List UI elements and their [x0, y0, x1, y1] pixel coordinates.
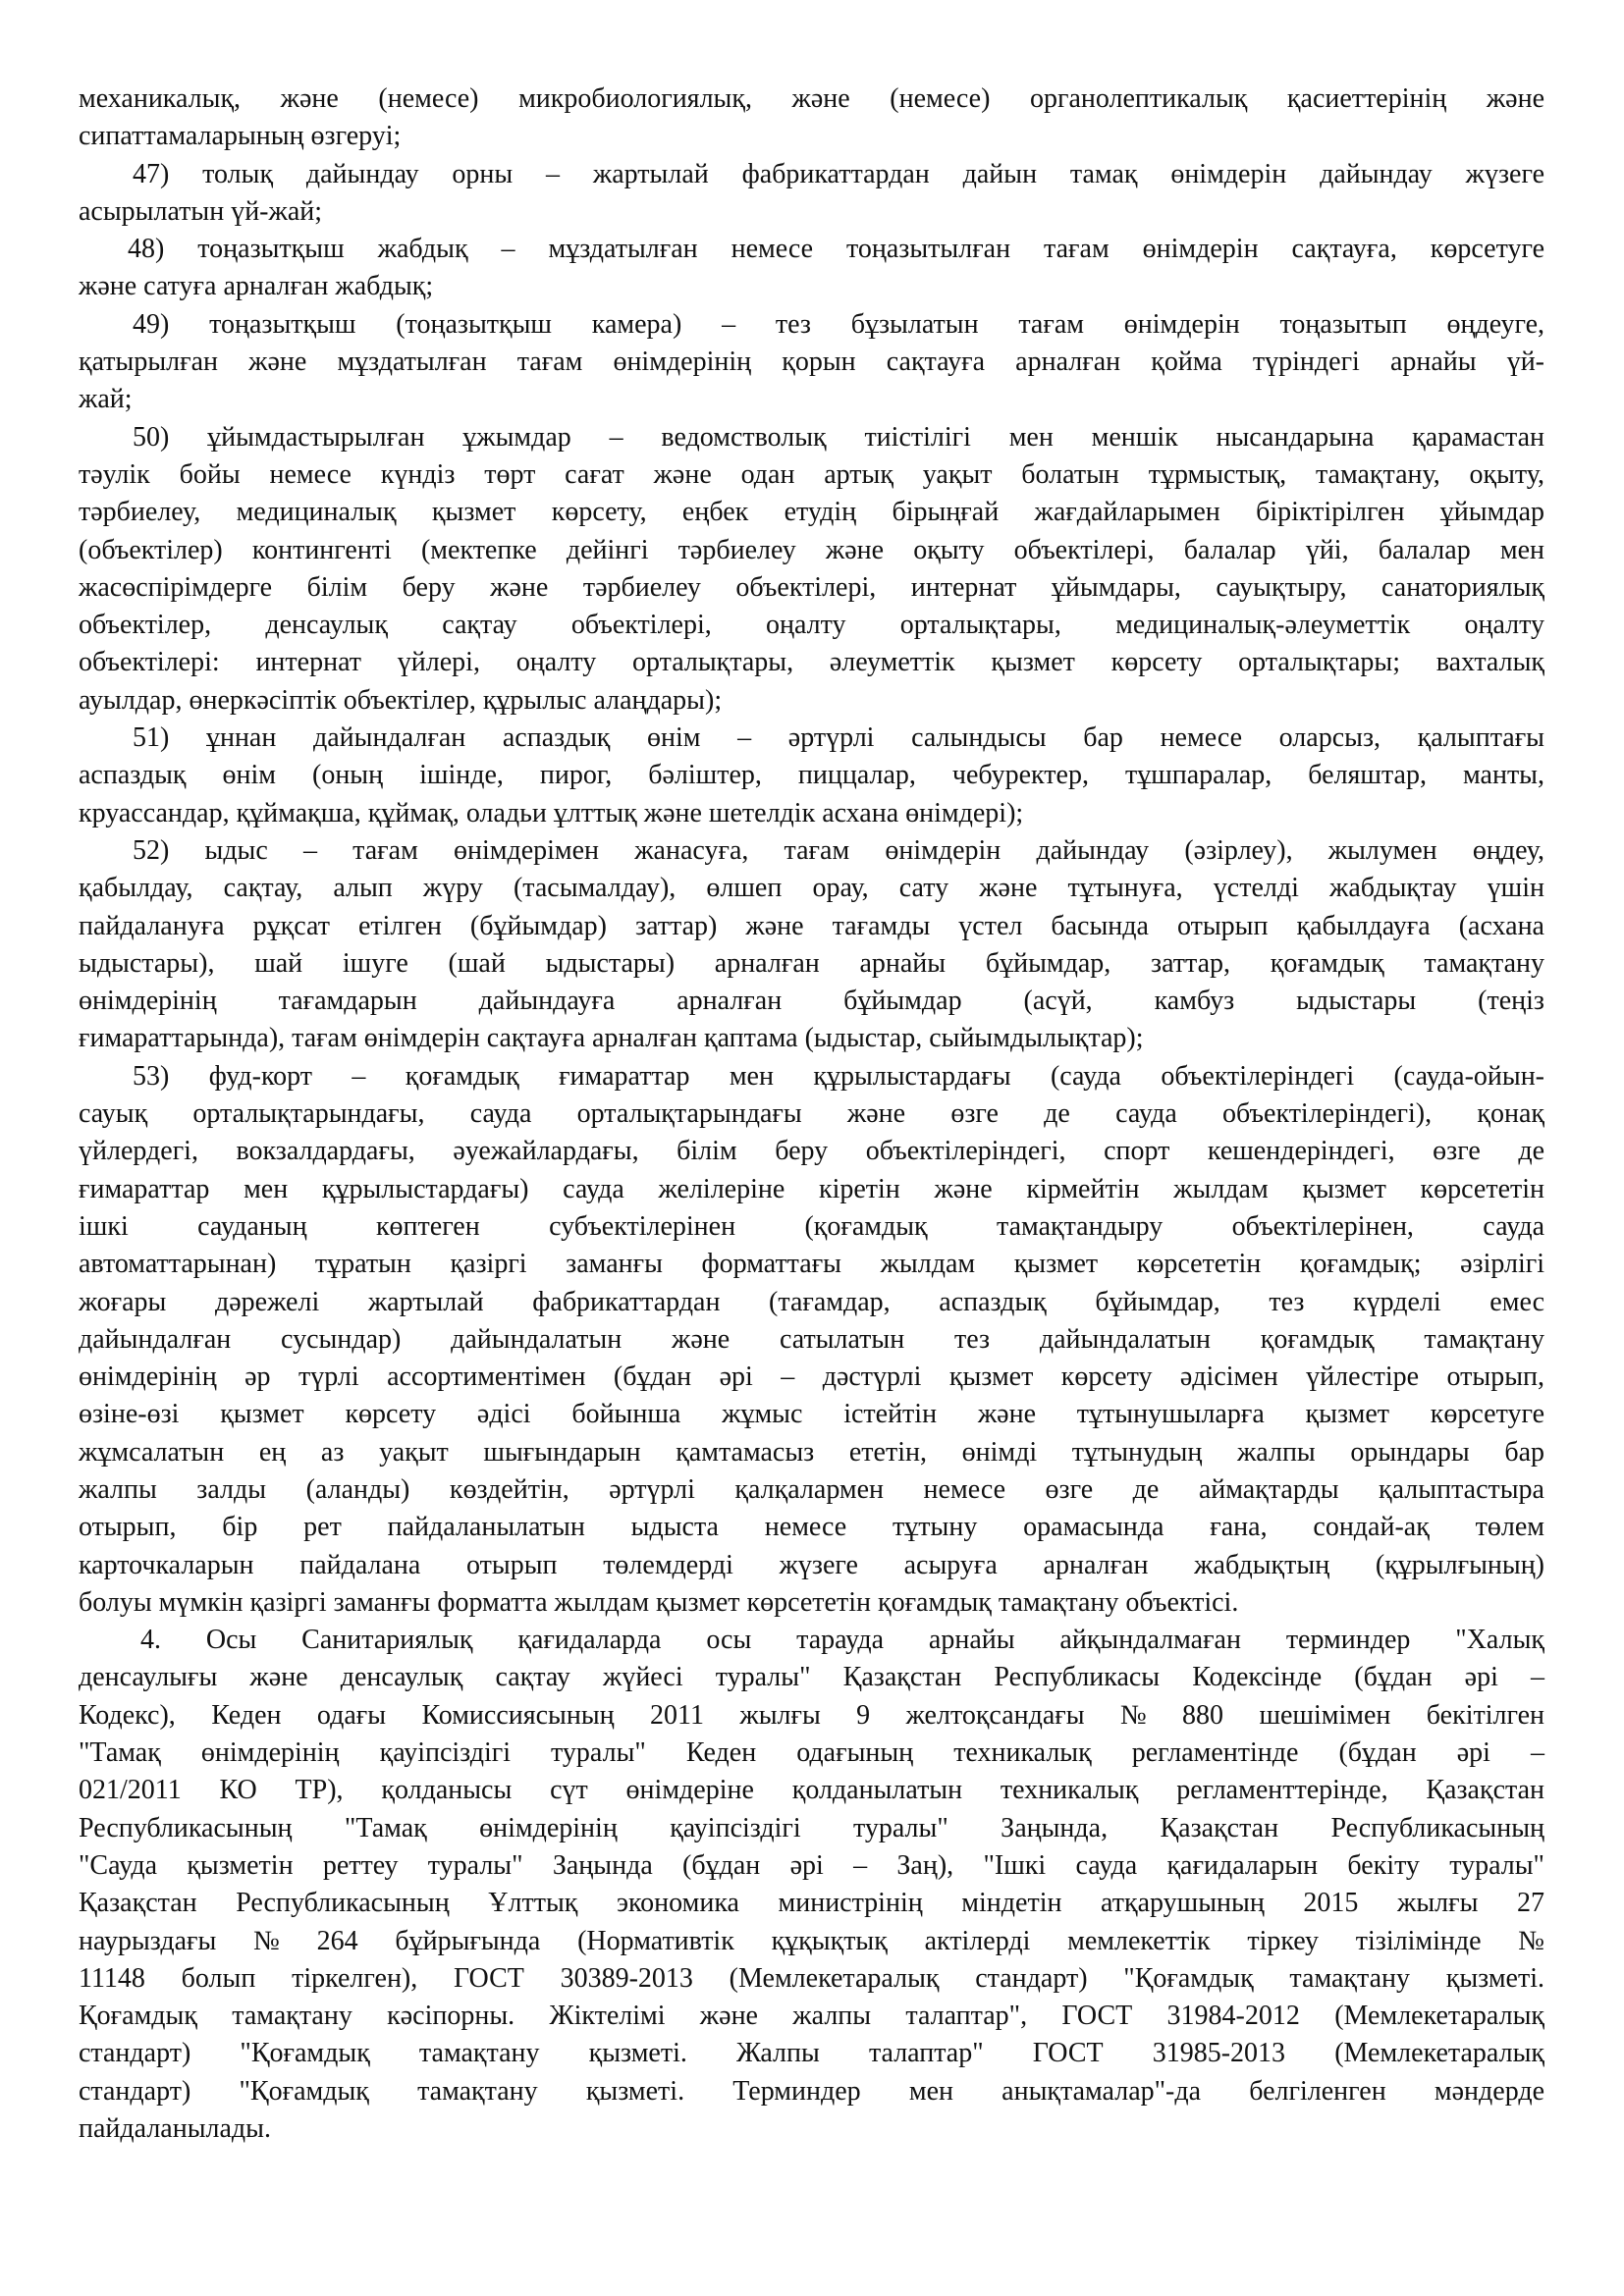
text-line [79, 1208, 1544, 1246]
text-line [79, 494, 1544, 531]
text-line-content: "Тамақ өнімдерінің қауіпсіздігі туралы" Кеден одағының техникалық регламентінде (бұдан әрі – [79, 1737, 1544, 1769]
text-line [79, 1434, 1544, 1471]
text-line-content: ауылдар, өнеркәсіптік объектілер, құрылыс алаңдары); [79, 684, 723, 716]
paragraph-item-47 [79, 156, 1544, 232]
text-line [79, 344, 1544, 381]
text-line-content: Қазақстан Республикасының Ұлттық экономика министрінің міндетін атқарушының 2015 жылғы 27 [79, 1888, 1544, 1919]
text-line [79, 1772, 1544, 1809]
text-line [79, 644, 1544, 681]
text-line-content: 021/2011 КО ТР), қолданысы сүт өнімдеріне қолданылатын техникалық регламенттерінде, Қазақстан [79, 1775, 1544, 1806]
text-line [79, 1246, 1544, 1283]
text-line-content: ыдыстары), шай ішуге (шай ыдыстары) арналған арнайы бұйымдар, заттар, қоғамдық тамақтану [79, 947, 1544, 979]
text-line-content: денсаулығы және денсаулық сақтау жүйесі туралы" Қазақстан Республикасы Кодексінде (бұдан әрі – [79, 1662, 1544, 1693]
text-line [79, 983, 1544, 1020]
text-line [79, 1321, 1544, 1359]
text-line [79, 1284, 1544, 1321]
text-line [79, 118, 1544, 155]
paragraph-item-49 [79, 306, 1544, 419]
text-line-content: болуы мүмкін қазіргі заманғы форматта жылдам қызмет көрсететін қоғамдық тамақтану объектісі. [79, 1586, 1239, 1618]
text-line-content: Республикасының "Тамақ өнімдерінің қауіпсіздігі туралы" Заңында, Қазақстан Республикасының [79, 1812, 1544, 1843]
text-line-content: 49) тоңазытқыш (тоңазытқыш камера) – тез бұзылатын тағам өнімдерін тоңазытып өңдеуге, [133, 308, 1544, 340]
document-page [79, 80, 1544, 2148]
text-line [79, 682, 1544, 720]
paragraph-item-51 [79, 720, 1544, 832]
text-line [79, 2073, 1544, 2110]
text-line [79, 1509, 1544, 1546]
text-line [79, 607, 1544, 644]
paragraph-clause-4 [79, 1622, 1544, 2148]
text-line-content: сауық орталықтарындағы, сауда орталықтарындағы және өзге де сауда объектілеріндегі), қонақ [79, 1098, 1544, 1130]
paragraph-item-48 [79, 231, 1544, 306]
text-line-content: өнімдерінің әр түрлі ассортиментімен (бұдан әрі – дәстүрлі қызмет көрсету әдісімен үйлестіре отырып, [79, 1362, 1544, 1393]
text-line [79, 1095, 1544, 1133]
text-line [79, 532, 1544, 569]
text-line-content: 4. Осы Санитариялық қағидаларда осы тарауда арнайы айқындалмаған терминдер "Халық [140, 1625, 1544, 1656]
text-line-content: Қоғамдық тамақтану кәсіпорны. Жіктелімі және жалпы талаптар", ГОСТ 31984-2012 (Мемлекетаралық [79, 2001, 1544, 2032]
text-line-content: үйлердегі, вокзалдардағы, әуежайлардағы, білім беру объектілеріндегі, спорт кешендеріндегі, өзге де [79, 1136, 1544, 1167]
text-line [79, 231, 1544, 268]
text-line [79, 1471, 1544, 1509]
text-line [79, 1622, 1544, 1659]
text-line [79, 870, 1544, 907]
text-line-content: 48) тоңазытқыш жабдық – мұздатылған немесе тоңазытылған тағам өнімдерін сақтауға, көрсетуге [128, 234, 1544, 265]
text-line-content: механикалық, және (немесе) микробиологиялық, және (немесе) органолептикалық қасиеттерінің және [79, 83, 1544, 114]
text-line-content: асырылатын үй-жай; [79, 195, 323, 227]
text-line-content: өзіне-өзі қызмет көрсету әдісі бойынша жұмыс істейтін және тұтынушыларға қызмет көрсетуге [79, 1399, 1544, 1430]
text-line-content: стандарт) "Қоғамдық тамақтану қызметі. Жалпы талаптар" ГОСТ 31985-2013 (Мемлекетаралық [79, 2038, 1544, 2069]
text-line-content: ғимараттарында), тағам өнімдерін сақтауға арналған қаптама (ыдыстар, сыйымдылықтар); [79, 1023, 1144, 1054]
paragraph-continuation [79, 80, 1544, 156]
text-line [79, 193, 1544, 231]
text-line [79, 720, 1544, 757]
text-line-content: қабылдау, сақтау, алып жүру (тасымалдау), өлшеп орау, сату және тұтынуға, үстелді жабдықтау үшін [79, 873, 1544, 904]
text-line [79, 1584, 1544, 1622]
text-line [79, 2035, 1544, 2072]
paragraph-item-52 [79, 832, 1544, 1058]
text-line-content: тәрбиелеу, медициналық қызмет көрсету, еңбек етудің бірыңғай жағдайларымен біріктірілген ұйымдар [79, 497, 1544, 528]
text-line [79, 1171, 1544, 1208]
text-line [79, 156, 1544, 193]
text-line [79, 1847, 1544, 1885]
text-line-content: отырып, бір рет пайдаланылатын ыдыста немесе тұтыну орамасында ғана, сондай-ақ төлем [79, 1512, 1544, 1543]
text-line-content: 11148 болып тіркелген), ГОСТ 30389-2013 (Мемлекетаралық стандарт) "Қоғамдық тамақтану қызметі. [79, 1962, 1544, 1994]
text-line [79, 1810, 1544, 1847]
text-line [79, 908, 1544, 945]
text-line-content: стандарт) "Қоғамдық тамақтану қызметі. Терминдер мен анықтамалар"-да белгіленген мәндерде [79, 2075, 1544, 2107]
text-line-content: және сатуға арналған жабдық; [79, 271, 434, 302]
text-line-content: "Сауда қызметін реттеу туралы" Заңында (бұдан әрі – Заң), "Ішкі сауда қағидаларын бекіту туралы" [79, 1849, 1544, 1881]
text-line [79, 80, 1544, 118]
paragraph-item-50 [79, 419, 1544, 720]
text-line-content: аспаздық өнім (оның ішінде, пирог, бәліштер, пиццалар, чебуректер, тұшпаралар, беляштар, манты, [79, 760, 1544, 791]
text-line [79, 1020, 1544, 1057]
text-line-content: 50) ұйымдастырылған ұжымдар – ведомстволық тиістілігі мен меншік нысандарына қарамастан [133, 421, 1544, 453]
text-line-content: пайдаланылады. [79, 2113, 271, 2145]
text-line-content: (объектілер) контингенті (мектепке дейінгі тәрбиелеу және оқыту объектілері, балалар үйі, балалар мен [79, 534, 1544, 565]
text-line-content: жұмсалатын ең аз уақыт шығындарын қамтамасыз ететін, өнімді тұтынудың жалпы орындары бар [79, 1436, 1544, 1468]
text-line-content: жоғары дәрежелі жартылай фабрикаттардан (тағамдар, аспаздық бұйымдар, тез күрделі емес [79, 1286, 1544, 1317]
text-line [79, 306, 1544, 344]
text-line [79, 1396, 1544, 1433]
text-line-content: объектілері: интернат үйлері, оңалту орталықтары, әлеуметтік қызмет көрсету орталықтары; вахталық [79, 647, 1544, 678]
text-line [79, 1359, 1544, 1396]
text-line-content: ғимараттар мен құрылыстардағы) сауда желілеріне кіретін және кірмейтін жылдам қызмет көрсететін [79, 1173, 1544, 1204]
text-line [79, 1058, 1544, 1095]
text-line [79, 419, 1544, 456]
text-line [79, 1735, 1544, 1772]
text-line-content: автоматтарынан) тұратын қазіргі заманғы форматтағы жылдам қызмет көрсететін қоғамдық; әзірлігі [79, 1249, 1544, 1280]
text-line-content: наурыздағы № 264 бұйрығында (Нормативтік құқықтық актілерді мемлекеттік тіркеу тізілімінде № [79, 1925, 1544, 1956]
text-line [79, 1960, 1544, 1998]
text-line-content: тәулік бойы немесе күндіз төрт сағат және одан артық уақыт болатын тұрмыстық, тамақтану, оқыту, [79, 458, 1544, 490]
text-line [79, 757, 1544, 794]
text-line [79, 1133, 1544, 1170]
text-line-content: пайдалануға рұқсат етілген (бұйымдар) заттар) және тағамды үстел басында отырып қабылдауға (асхана [79, 910, 1544, 941]
text-line [79, 1923, 1544, 1960]
text-line-content: жалпы залды (аланды) көздейтін, әртүрлі қалқалармен немесе өзге де аймақтарды қалыптастыра [79, 1473, 1544, 1505]
text-line-content: жасөспірімдерге білім беру және тәрбиелеу объектілері, интернат ұйымдары, сауықтыру, санаториялық [79, 571, 1544, 603]
text-line [79, 268, 1544, 305]
text-line [79, 2110, 1544, 2148]
text-line-content: карточкаларын пайдалана отырып төлемдерді жүзеге асыруға арналған жабдықтың (құрылғының) [79, 1549, 1544, 1580]
text-line-content: объектілер, денсаулық сақтау объектілері, оңалту орталықтары, медициналық-әлеуметтік оңалту [79, 610, 1544, 641]
text-line-content: 47) толық дайындау орны – жартылай фабрикаттардан дайын тамақ өнімдерін дайындау жүзеге [133, 158, 1544, 189]
text-line [79, 569, 1544, 607]
text-line [79, 1659, 1544, 1696]
text-line [79, 832, 1544, 870]
text-line-content: круассандар, құймақша, құймақ, оладьи ұлттық және шетелдік асхана өнімдері); [79, 797, 1024, 828]
text-line-content: 53) фуд-корт – қоғамдық ғимараттар мен құрылыстардағы (сауда объектілеріндегі (сауда-ойын- [133, 1060, 1544, 1092]
text-line [79, 456, 1544, 494]
text-line-content: ішкі сауданың көптеген субъектілерінен (қоғамдық тамақтандыру объектілерінен, сауда [79, 1210, 1544, 1242]
text-line [79, 381, 1544, 418]
text-line-content: сипаттамаларының өзгеруі; [79, 121, 402, 152]
text-line [79, 795, 1544, 832]
text-line [79, 1885, 1544, 1922]
text-line-content: Кодекс), Кеден одағы Комиссиясының 2011 жылғы 9 желтоқсандағы № 880 шешімімен бекітілген [79, 1699, 1544, 1731]
text-line-content: өнімдерінің тағамдарын дайындауға арналған бұйымдар (асүй, камбуз ыдыстары (теңіз [79, 986, 1544, 1017]
text-line [79, 1998, 1544, 2035]
text-line-content: жай; [79, 384, 133, 415]
text-line-content: дайындалған сусындар) дайындалатын және сатылатын тез дайындалатын қоғамдық тамақтану [79, 1323, 1544, 1355]
text-line-content: 51) ұннан дайындалған аспаздық өнім – әртүрлі салындысы бар немесе оларсыз, қалыптағы [133, 722, 1544, 754]
text-line-content: 52) ыдыс – тағам өнімдерімен жанасуға, тағам өнімдерін дайындау (әзірлеу), жылумен өңдеу, [133, 834, 1544, 866]
text-line [79, 945, 1544, 983]
text-line [79, 1547, 1544, 1584]
text-line [79, 1697, 1544, 1735]
paragraph-item-53 [79, 1058, 1544, 1622]
text-line-content: қатырылған және мұздатылған тағам өнімдерінің қорын сақтауға арналған қойма түріндегі арнайы үй- [79, 347, 1544, 378]
